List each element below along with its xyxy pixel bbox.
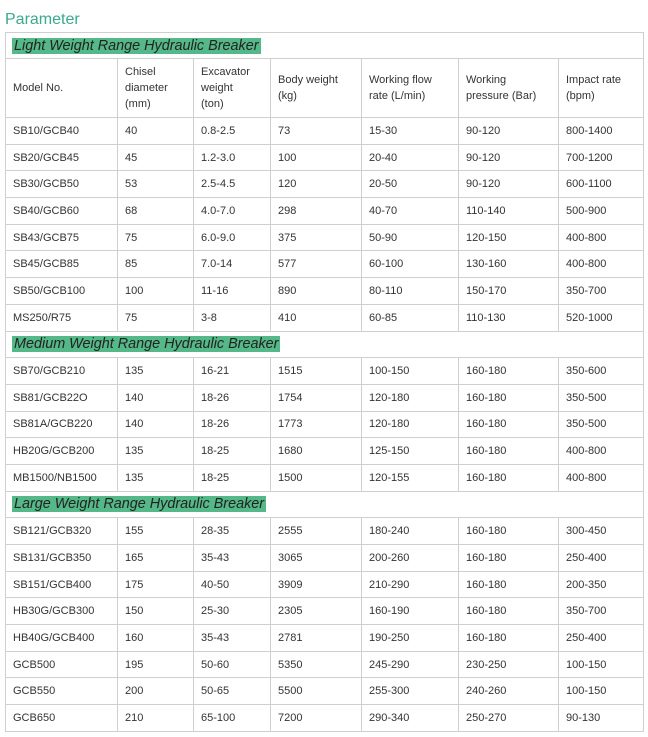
excavator-weight-cell: 6.0-9.0 <box>194 225 271 251</box>
excavator-weight-cell: 25-30 <box>194 598 271 624</box>
impact-rate-cell: 250-400 <box>566 551 607 564</box>
excavator-weight-cell: 35-43 <box>194 625 271 651</box>
working-flow-rate-cell: 15-30 <box>362 118 459 144</box>
excavator-weight-cell: 18-25 <box>194 438 271 464</box>
header-impact-rate: Impact rate (bpm) <box>566 74 622 102</box>
body-weight-cell: 73 <box>271 118 362 144</box>
working-pressure-cell: 90-120 <box>459 145 559 171</box>
model-no-cell: MB1500/NB1500 <box>6 465 118 491</box>
excavator-weight-cell: 40-50 <box>194 572 271 598</box>
body-weight-cell: 5350 <box>271 652 362 678</box>
working-pressure-cell: 160-180 <box>459 385 559 411</box>
working-pressure-cell: 230-250 <box>459 652 559 678</box>
header-model-no: Model No. <box>6 59 118 117</box>
impact-rate-cell: 350-700 <box>566 605 607 618</box>
impact-rate-cell: 400-800 <box>566 231 607 244</box>
body-weight-cell: 1773 <box>271 412 362 438</box>
section-heading-light-weight <box>6 33 643 59</box>
working-flow-rate-cell: 50-90 <box>362 225 459 251</box>
working-flow-rate-cell: 20-50 <box>362 171 459 197</box>
working-pressure-cell: 240-260 <box>459 678 559 704</box>
excavator-weight-cell: 50-60 <box>194 652 271 678</box>
header-excavator-weight: Excavator weight (ton) <box>194 59 271 117</box>
working-flow-rate-cell: 100-150 <box>362 358 459 384</box>
working-flow-rate-cell: 160-190 <box>362 598 459 624</box>
excavator-weight-cell: 1.2-3.0 <box>194 145 271 171</box>
working-pressure-cell: 160-180 <box>459 438 559 464</box>
header-chisel-diameter: Chisel diameter (mm) <box>118 59 194 117</box>
chisel-diameter-cell: 140 <box>118 412 194 438</box>
body-weight-cell: 7200 <box>271 705 362 731</box>
working-flow-rate-cell: 190-250 <box>362 625 459 651</box>
model-no-cell: SB81A/GCB220 <box>6 412 118 438</box>
table-row <box>6 465 643 492</box>
impact-rate-cell: 300-450 <box>566 525 607 538</box>
chisel-diameter-cell: 210 <box>118 705 194 731</box>
table-row <box>6 278 643 305</box>
chisel-diameter-cell: 135 <box>118 358 194 384</box>
chisel-diameter-cell: 75 <box>118 305 194 331</box>
body-weight-cell: 410 <box>271 305 362 331</box>
working-pressure-cell: 160-180 <box>459 598 559 624</box>
impact-rate-cell: 100-150 <box>566 658 607 671</box>
model-no-cell: SB20/GCB45 <box>6 145 118 171</box>
working-flow-rate-cell: 290-340 <box>362 705 459 731</box>
excavator-weight-cell: 18-25 <box>194 465 271 491</box>
excavator-weight-cell: 18-26 <box>194 412 271 438</box>
impact-rate-cell: 350-700 <box>566 284 607 297</box>
working-flow-rate-cell: 180-240 <box>362 518 459 544</box>
working-flow-rate-cell: 125-150 <box>362 438 459 464</box>
working-pressure-cell: 160-180 <box>459 465 559 491</box>
working-flow-rate-cell: 60-100 <box>362 251 459 277</box>
working-pressure-cell: 250-270 <box>459 705 559 731</box>
impact-rate-cell: 90-130 <box>566 711 601 724</box>
model-no-cell: MS250/R75 <box>6 305 118 331</box>
model-no-cell: SB131/GCB350 <box>6 545 118 571</box>
model-no-cell: SB45/GCB85 <box>6 251 118 277</box>
working-flow-rate-cell: 120-155 <box>362 465 459 491</box>
model-no-cell: SB70/GCB210 <box>6 358 118 384</box>
chisel-diameter-cell: 140 <box>118 385 194 411</box>
working-pressure-cell: 160-180 <box>459 625 559 651</box>
table-row <box>6 118 643 145</box>
page-title: Parameter <box>5 11 80 28</box>
chisel-diameter-cell: 200 <box>118 678 194 704</box>
working-pressure-cell: 130-160 <box>459 251 559 277</box>
chisel-diameter-cell: 195 <box>118 652 194 678</box>
working-pressure-cell: 110-140 <box>459 198 559 224</box>
body-weight-cell: 3065 <box>271 545 362 571</box>
working-pressure-cell: 160-180 <box>459 572 559 598</box>
model-no-cell: SB30/GCB50 <box>6 171 118 197</box>
working-flow-rate-cell: 245-290 <box>362 652 459 678</box>
body-weight-cell: 100 <box>271 145 362 171</box>
table-row <box>6 305 643 332</box>
excavator-weight-cell: 2.5-4.5 <box>194 171 271 197</box>
model-no-cell: SB81/GCB22O <box>6 385 118 411</box>
working-flow-rate-cell: 255-300 <box>362 678 459 704</box>
impact-rate-cell: 350-600 <box>566 365 607 378</box>
impact-rate-cell: 600-1100 <box>566 178 612 191</box>
body-weight-cell: 2555 <box>271 518 362 544</box>
excavator-weight-cell: 50-65 <box>194 678 271 704</box>
body-weight-cell: 1515 <box>271 358 362 384</box>
table-row <box>6 545 643 572</box>
header-body-weight: Body weight (kg) <box>271 59 362 117</box>
body-weight-cell: 375 <box>271 225 362 251</box>
working-pressure-cell: 110-130 <box>459 305 559 331</box>
working-flow-rate-cell: 120-180 <box>362 385 459 411</box>
table-header-row <box>6 59 643 118</box>
model-no-cell: GCB650 <box>6 705 118 731</box>
body-weight-cell: 3909 <box>271 572 362 598</box>
impact-rate-cell: 400-800 <box>566 471 607 484</box>
model-no-cell: SB50/GCB100 <box>6 278 118 304</box>
model-no-cell: SB40/GCB60 <box>6 198 118 224</box>
excavator-weight-cell: 28-35 <box>194 518 271 544</box>
working-pressure-cell: 90-120 <box>459 171 559 197</box>
body-weight-cell: 120 <box>271 171 362 197</box>
body-weight-cell: 2781 <box>271 625 362 651</box>
model-no-cell: SB10/GCB40 <box>6 118 118 144</box>
table-row <box>6 358 643 385</box>
excavator-weight-cell: 35-43 <box>194 545 271 571</box>
chisel-diameter-cell: 100 <box>118 278 194 304</box>
working-flow-rate-cell: 120-180 <box>362 412 459 438</box>
working-pressure-cell: 160-180 <box>459 545 559 571</box>
excavator-weight-cell: 16-21 <box>194 358 271 384</box>
working-pressure-cell: 90-120 <box>459 118 559 144</box>
model-no-cell: GCB550 <box>6 678 118 704</box>
excavator-weight-cell: 11-16 <box>194 278 271 304</box>
table-row <box>6 412 643 439</box>
model-no-cell: GCB500 <box>6 652 118 678</box>
header-working-pressure: Working pressure (Bar) <box>459 59 559 117</box>
table-row <box>6 198 643 225</box>
body-weight-cell: 577 <box>271 251 362 277</box>
working-flow-rate-cell: 20-40 <box>362 145 459 171</box>
model-no-cell: SB151/GCB400 <box>6 572 118 598</box>
parameter-table <box>5 32 644 732</box>
table-row <box>6 678 643 705</box>
body-weight-cell: 298 <box>271 198 362 224</box>
working-flow-rate-cell: 210-290 <box>362 572 459 598</box>
impact-rate-cell: 200-350 <box>566 578 607 591</box>
table-row <box>6 438 643 465</box>
section-title: Medium Weight Range Hydraulic Breaker <box>14 336 279 353</box>
body-weight-cell: 5500 <box>271 678 362 704</box>
chisel-diameter-cell: 155 <box>118 518 194 544</box>
section-title: Large Weight Range Hydraulic Breaker <box>14 496 265 513</box>
table-row <box>6 625 643 652</box>
table-row <box>6 598 643 625</box>
body-weight-cell: 1500 <box>271 465 362 491</box>
body-weight-cell: 890 <box>271 278 362 304</box>
table-row <box>6 652 643 679</box>
chisel-diameter-cell: 135 <box>118 438 194 464</box>
chisel-diameter-cell: 75 <box>118 225 194 251</box>
chisel-diameter-cell: 165 <box>118 545 194 571</box>
impact-rate-cell: 400-800 <box>566 258 607 271</box>
table-row <box>6 572 643 599</box>
table-row <box>6 705 643 732</box>
impact-rate-cell: 800-1400 <box>566 124 613 137</box>
chisel-diameter-cell: 45 <box>118 145 194 171</box>
body-weight-cell: 1680 <box>271 438 362 464</box>
chisel-diameter-cell: 160 <box>118 625 194 651</box>
model-no-cell: HB40G/GCB400 <box>6 625 118 651</box>
working-flow-rate-cell: 40-70 <box>362 198 459 224</box>
body-weight-cell: 2305 <box>271 598 362 624</box>
table-row <box>6 145 643 172</box>
working-pressure-cell: 160-180 <box>459 412 559 438</box>
excavator-weight-cell: 4.0-7.0 <box>194 198 271 224</box>
excavator-weight-cell: 65-100 <box>194 705 271 731</box>
impact-rate-cell: 400-800 <box>566 445 607 458</box>
model-no-cell: HB30G/GCB300 <box>6 598 118 624</box>
excavator-weight-cell: 0.8-2.5 <box>194 118 271 144</box>
table-row <box>6 225 643 252</box>
impact-rate-cell: 350-500 <box>566 391 607 404</box>
chisel-diameter-cell: 175 <box>118 572 194 598</box>
body-weight-cell: 1754 <box>271 385 362 411</box>
excavator-weight-cell: 7.0-14 <box>194 251 271 277</box>
chisel-diameter-cell: 40 <box>118 118 194 144</box>
impact-rate-cell: 100-150 <box>566 685 607 698</box>
model-no-cell: SB43/GCB75 <box>6 225 118 251</box>
section-heading-large-weight <box>6 492 643 519</box>
excavator-weight-cell: 3-8 <box>194 305 271 331</box>
working-pressure-cell: 160-180 <box>459 518 559 544</box>
model-no-cell: SB121/GCB320 <box>6 518 118 544</box>
impact-rate-cell: 350-500 <box>566 418 607 431</box>
header-working-flow-rate: Working flow rate (L/min) <box>362 59 459 117</box>
working-pressure-cell: 160-180 <box>459 358 559 384</box>
chisel-diameter-cell: 85 <box>118 251 194 277</box>
chisel-diameter-cell: 135 <box>118 465 194 491</box>
impact-rate-cell: 700-1200 <box>566 151 613 164</box>
working-flow-rate-cell: 80-110 <box>362 278 459 304</box>
table-row <box>6 171 643 198</box>
working-flow-rate-cell: 200-260 <box>362 545 459 571</box>
chisel-diameter-cell: 53 <box>118 171 194 197</box>
table-row <box>6 251 643 278</box>
chisel-diameter-cell: 150 <box>118 598 194 624</box>
impact-rate-cell: 520-1000 <box>566 311 613 324</box>
working-flow-rate-cell: 60-85 <box>362 305 459 331</box>
table-row <box>6 518 643 545</box>
table-row <box>6 385 643 412</box>
working-pressure-cell: 150-170 <box>459 278 559 304</box>
section-title: Light Weight Range Hydraulic Breaker <box>14 37 259 54</box>
model-no-cell: HB20G/GCB200 <box>6 438 118 464</box>
impact-rate-cell: 500-900 <box>566 204 607 217</box>
chisel-diameter-cell: 68 <box>118 198 194 224</box>
impact-rate-cell: 250-400 <box>566 631 607 644</box>
section-heading-medium-weight <box>6 332 643 359</box>
working-pressure-cell: 120-150 <box>459 225 559 251</box>
excavator-weight-cell: 18-26 <box>194 385 271 411</box>
